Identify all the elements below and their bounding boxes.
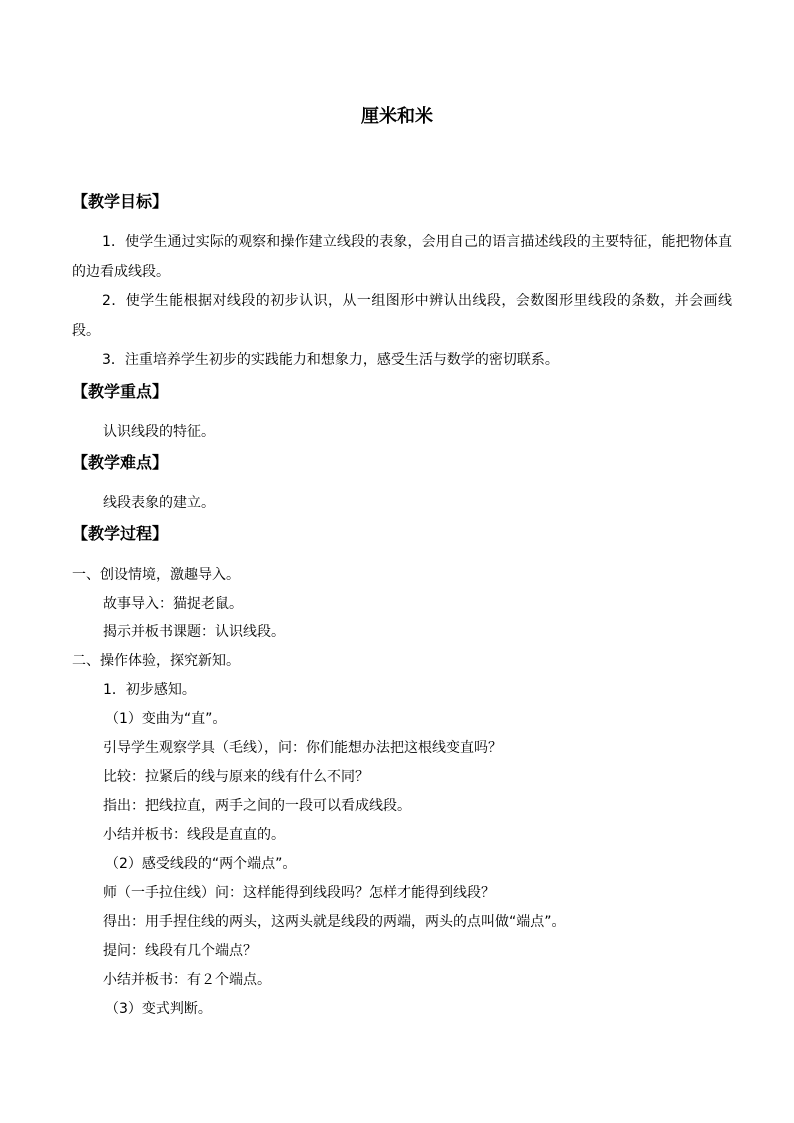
process-line: 师（一手拉住线）问：这样能得到线段吗？怎样才能得到线段？ <box>103 885 495 901</box>
process-line: 指出：把线拉直，两手之间的一段可以看成线段。 <box>103 798 411 814</box>
process-line: 得出：用手捏住线的两头，这两头就是线段的两端，两头的点叫做“端点”。 <box>103 914 566 930</box>
process-line: 1．初步感知。 <box>103 682 196 698</box>
process-line: （2）感受线段的“两个端点”。 <box>105 856 297 872</box>
process-line: 提问：线段有几个端点？ <box>103 943 257 959</box>
key-points-text: 认识线段的特征。 <box>103 424 215 440</box>
objective-item-3: 3．注重培养学生初步的实践能力和想象力，感受生活与数学的密切联系。 <box>102 352 559 368</box>
heading-process: 【教学过程】 <box>72 524 169 543</box>
process-line: 比较：拉紧后的线与原来的线有什么不同？ <box>103 769 369 785</box>
process-line: （1）变曲为“直”。 <box>105 711 227 727</box>
objective-item-1: 1．使学生通过实际的观察和操作建立线段的表象，会用自己的语言描述线段的主要特征，能把物体直的边看成线段。 <box>72 234 732 280</box>
process-line: 揭示并板书课题：认识线段。 <box>103 624 285 640</box>
process-line: 小结并板书：有２个端点。 <box>103 972 271 988</box>
heading-key-points: 【教学重点】 <box>72 382 169 401</box>
document-title: 厘米和米 <box>361 106 433 127</box>
process-line: 一、创设情境，激趣导入。 <box>72 567 240 583</box>
process-line: （3）变式判断。 <box>105 1001 212 1017</box>
process-line: 引导学生观察学具（毛线），问：你们能想办法把这根线变直吗？ <box>103 740 502 756</box>
process-line: 故事导入：猫捉老鼠。 <box>103 596 243 612</box>
heading-difficulties: 【教学难点】 <box>72 453 169 472</box>
heading-objectives: 【教学目标】 <box>72 192 169 211</box>
process-line: 小结并板书：线段是直直的。 <box>103 827 285 843</box>
process-line: 二、操作体验，探究新知。 <box>72 653 240 669</box>
objective-item-2: 2．使学生能根据对线段的初步认识，从一组图形中辨认出线段，会数图形里线段的条数，并会画线段。 <box>72 293 732 339</box>
difficulties-text: 线段表象的建立。 <box>103 495 215 511</box>
